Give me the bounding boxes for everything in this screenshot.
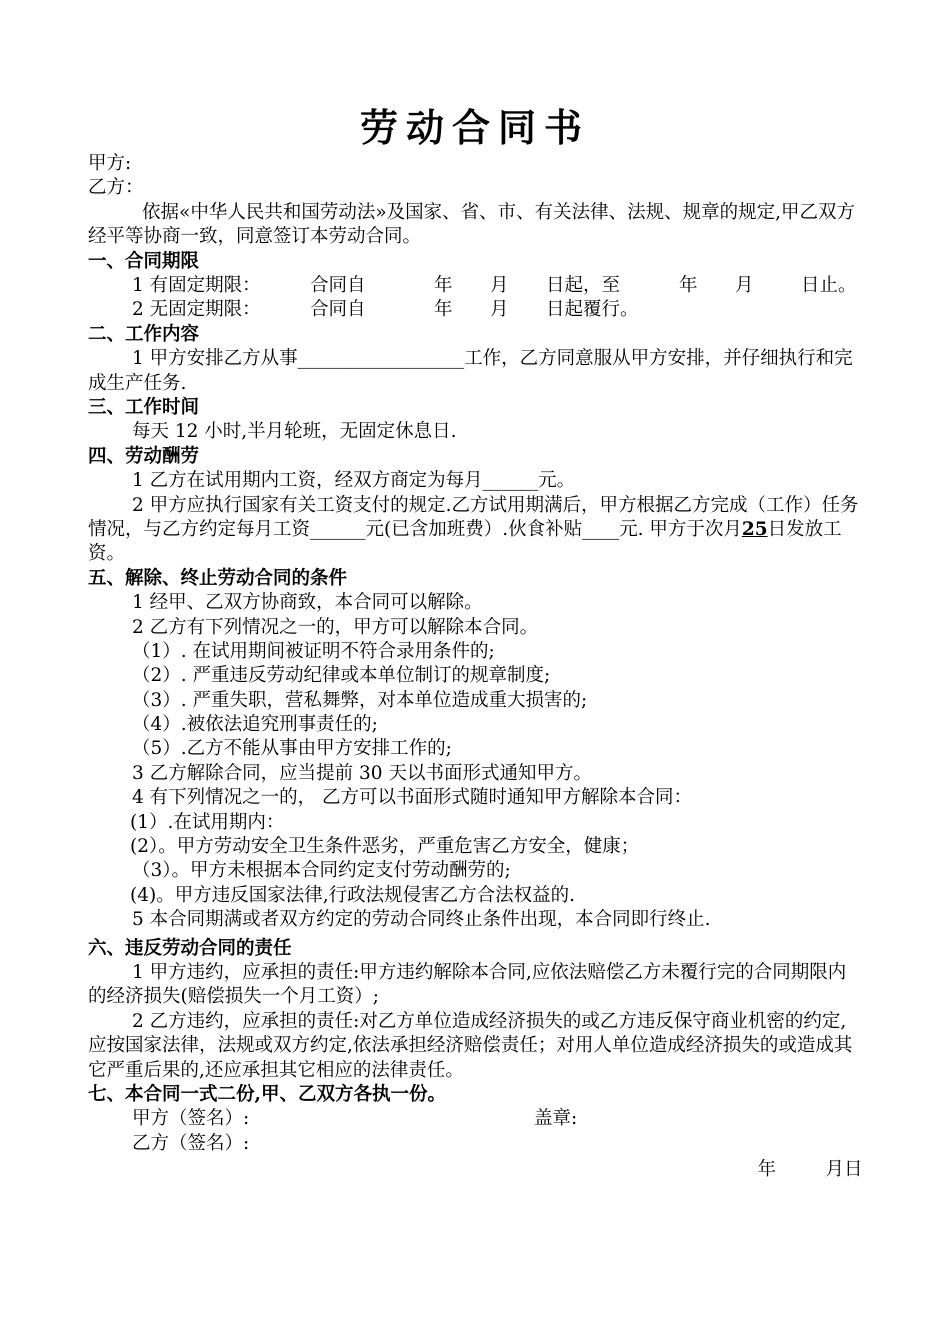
termination-line: (2）。甲方劳动安全卫生条件恶劣，严重危害乙方安全，健康； <box>130 836 640 858</box>
section-heading-termination: 五、解除、终止劳动合同的条件 <box>88 567 348 589</box>
term-fixed-row <box>88 274 862 298</box>
termination-line: 4 有下列情况之一的， 乙方可以书面形式随时通知甲方解除本合同： <box>132 787 693 809</box>
termination-line: （2）. 严重违反劳动纪律或本单位制订的规章制度; <box>132 665 551 687</box>
signature-date-row <box>88 1158 862 1182</box>
term-fixed-year1: 年 <box>434 274 453 296</box>
section-heading-term: 一、合同期限 <box>88 250 200 272</box>
term-fixed-label: 1 有固定期限： <box>132 274 261 296</box>
work-time-text: 每天 12 小时,半月轮班，无固定休息日. <box>132 421 457 443</box>
work-content-item: 1 甲方安排乙方从事__________________工作，乙方同意服从甲方安排，并仔细执行和完成生产任务. <box>88 348 853 394</box>
term-open-row <box>88 298 862 322</box>
liability-item-2: 2 乙方违约，应承担的责任:对乙方单位造成经济损失的或乙方违反保守商业机密的约定,应按国家法律，法规或双方约定,依法承担经济赔偿责任；对用人单位造成经济损失的或造成其它严重后果的,还应承担其它相应的法律责任。 <box>88 1010 853 1081</box>
section-heading-liability: 六、违反劳动合同的责任 <box>88 937 292 959</box>
termination-line: （4）.被依法追究刑事责任的; <box>132 714 378 736</box>
pay-day-value: 25 <box>741 518 768 540</box>
termination-line: 1 经甲、乙双方协商致，本合同可以解除。 <box>132 592 483 614</box>
termination-line: (1）.在试用期内： <box>130 811 285 833</box>
date-day-label: 日 <box>844 1159 863 1181</box>
date-year-label: 年 <box>757 1159 776 1181</box>
term-fixed-month1: 月 <box>490 274 509 296</box>
term-open-from: 合同自 <box>310 299 366 321</box>
pay-item-2 <box>88 494 862 567</box>
section-heading-pay: 四、劳动酬劳 <box>88 445 200 467</box>
term-fixed-month2: 月 <box>735 274 754 296</box>
term-open-month: 月 <box>490 299 509 321</box>
section-heading-copies: 七、本合同一式二份,甲、乙双方各执一份。 <box>88 1084 446 1106</box>
liability-item-1: 1 甲方违约，应承担的责任:甲方违约解除本合同,应依法赔偿乙方未覆行完的合同期限内的经济损失(赔偿损失一个月工资）; <box>88 962 847 1008</box>
term-open-end: 日起覆行。 <box>546 299 639 321</box>
termination-line: 2 乙方有下列情况之一的，甲方可以解除本合同。 <box>132 616 539 638</box>
termination-line: (4)。甲方违反国家法律,行政法规侵害乙方合法权益的. <box>130 884 575 906</box>
term-fixed-end: 日止。 <box>801 274 857 296</box>
termination-line: 5 本合同期满或者双方约定的劳动合同终止条件出现，本合同即行终止. <box>132 909 711 931</box>
preamble: 依据«中华人民共和国劳动法»及国家、省、市、有关法律、法规、规章的规定,甲乙双方经平等协商一致，同意签订本劳动合同。 <box>88 201 856 248</box>
term-fixed-day1: 日起，至 <box>546 274 621 296</box>
seal-label: 盖章: <box>534 1108 578 1130</box>
section-heading-work-time: 三、工作时间 <box>88 396 200 418</box>
party-b-signature-label: 乙方（签名）: <box>132 1132 250 1154</box>
termination-line: 3 乙方解除合同，应当提前 30 天以书面形式通知甲方。 <box>132 762 592 784</box>
party-b-label: 乙方： <box>88 177 144 199</box>
signature-row-a <box>88 1107 862 1131</box>
termination-line: （5）.乙方不能从事由甲方安排工作的; <box>132 738 452 760</box>
termination-line: （3）。甲方未根据本合同约定支付劳动酬劳的; <box>132 860 511 882</box>
term-open-year: 年 <box>434 299 453 321</box>
termination-line: （1）. 在试用期间被证明不符合录用条件的; <box>132 640 495 662</box>
page-title: 劳动合同书 <box>359 105 590 150</box>
party-a-signature-label: 甲方（签名）: <box>132 1108 250 1130</box>
pay-item-2-end: 日发放工资。 <box>88 518 842 565</box>
date-month-label: 月 <box>825 1159 844 1181</box>
termination-line: （3）. 严重失职，营私舞弊，对本单位造成重大损害的; <box>132 689 588 711</box>
pay-item-2-text: 2 甲方应执行国家有关工资支付的规定.乙方试用期满后，甲方根据乙方完成（工作）任务情况，与乙方约定每月工资______元(已含加班费）.伙食补贴____元. 甲方于次月 <box>88 494 859 540</box>
term-fixed-from: 合同自 <box>310 274 366 296</box>
term-fixed-year2: 年 <box>679 274 698 296</box>
section-heading-work-content: 二、工作内容 <box>88 323 200 345</box>
pay-item-1: 1 乙方在试用期内工资，经双方商定为每月______元。 <box>132 470 576 492</box>
term-open-label: 2 无固定期限： <box>132 299 261 321</box>
party-a-label: 甲方: <box>88 153 132 174</box>
